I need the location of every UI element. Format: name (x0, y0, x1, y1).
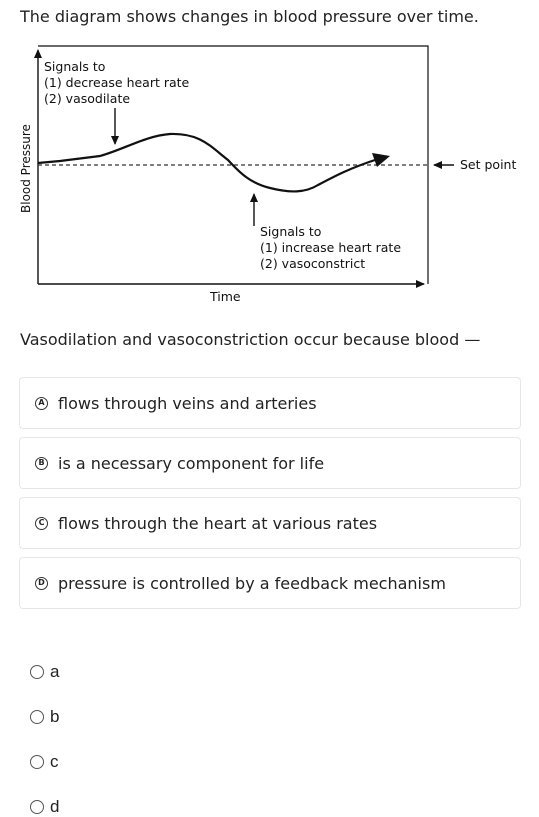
bottom-signal-line-1: Signals to (260, 224, 322, 239)
answer-a-label: a (50, 662, 60, 681)
top-signal-line-2: (1) decrease heart rate (44, 75, 190, 90)
bottom-signal-line-3: (2) vasoconstrict (260, 256, 366, 271)
choice-b (19, 437, 521, 489)
choice-b-text: is a necessary component for life (58, 453, 325, 473)
choice-d-letter: D (35, 577, 48, 590)
choice-a (19, 377, 521, 429)
answer-b-radio[interactable] (30, 710, 44, 724)
answer-option-a[interactable] (30, 662, 59, 682)
top-signal-line-3: (2) vasodilate (44, 91, 131, 106)
intro-text: The diagram shows changes in blood pressure over time. (20, 7, 479, 26)
bottom-signal-line-2: (1) increase heart rate (260, 240, 402, 255)
set-point-label: Set point (460, 157, 517, 172)
choice-b-letter: B (35, 457, 48, 470)
answer-c-label: c (50, 752, 59, 771)
blood-pressure-diagram (0, 40, 539, 310)
choice-c (19, 497, 521, 549)
choice-a-letter: A (35, 397, 48, 410)
blood-pressure-curve (38, 134, 378, 191)
choice-a-text: flows through veins and arteries (58, 393, 317, 413)
choice-d-text: pressure is controlled by a feedback mechanism (58, 573, 446, 593)
answer-option-d[interactable] (30, 797, 59, 817)
answer-option-c[interactable] (30, 752, 59, 772)
choice-c-letter: C (35, 517, 48, 530)
x-axis-label: Time (210, 289, 241, 304)
answer-b-label: b (50, 707, 60, 726)
question-text: Vasodilation and vasoconstriction occur because blood — (20, 330, 481, 349)
choice-c-text: flows through the heart at various rates (58, 513, 378, 533)
choice-d (19, 557, 521, 609)
answer-d-radio[interactable] (30, 800, 44, 814)
answer-a-radio[interactable] (30, 665, 44, 679)
answer-d-label: d (50, 797, 60, 816)
answer-c-radio[interactable] (30, 755, 44, 769)
top-signal-line-1: Signals to (44, 59, 106, 74)
y-axis-label: Blood Pressure (19, 124, 33, 213)
answer-option-b[interactable] (30, 707, 59, 727)
